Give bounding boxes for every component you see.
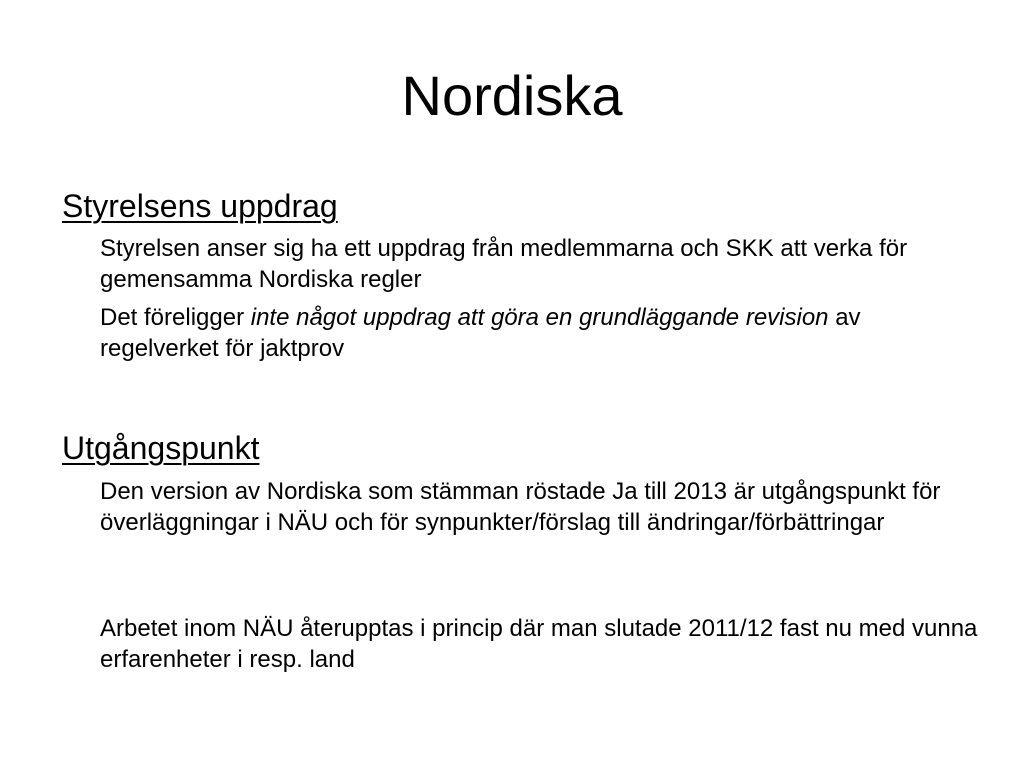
section-heading-utgangspunkt: Utgångspunkt: [62, 430, 260, 466]
paragraph-emphasis: inte något uppdrag att göra en grundläggande revision: [250, 304, 829, 331]
section-heading-styrelsens-uppdrag: Styrelsens uppdrag: [62, 188, 338, 224]
paragraph-styrelsen-uppdrag: [100, 233, 960, 295]
paragraph-text: Styrelsen anser sig ha ett uppdrag från medlemmarna och SKK att verka för gemensamma Nordiska regler: [100, 235, 908, 293]
paragraph-text-before: Det föreligger: [100, 304, 251, 331]
paragraph-text: Arbetet inom NÄU återupptas i princip där man slutade 2011/12 fast nu med vunna erfarenheter i resp. land: [100, 615, 978, 673]
paragraph-arbetet-nau: [100, 613, 980, 675]
paragraph-version-nordiska: [100, 476, 980, 538]
paragraph-text: Den version av Nordiska som stämman röstade Ja till 2013 är utgångspunkt för överläggningar i NÄU och för synpunkter/förslag till ändringar/förbättringar: [100, 478, 941, 536]
paragraph-revision: [100, 302, 960, 364]
slide-title: Nordiska: [401, 64, 623, 127]
paragraph-text-after: av regelverket för jaktprov: [100, 304, 861, 362]
